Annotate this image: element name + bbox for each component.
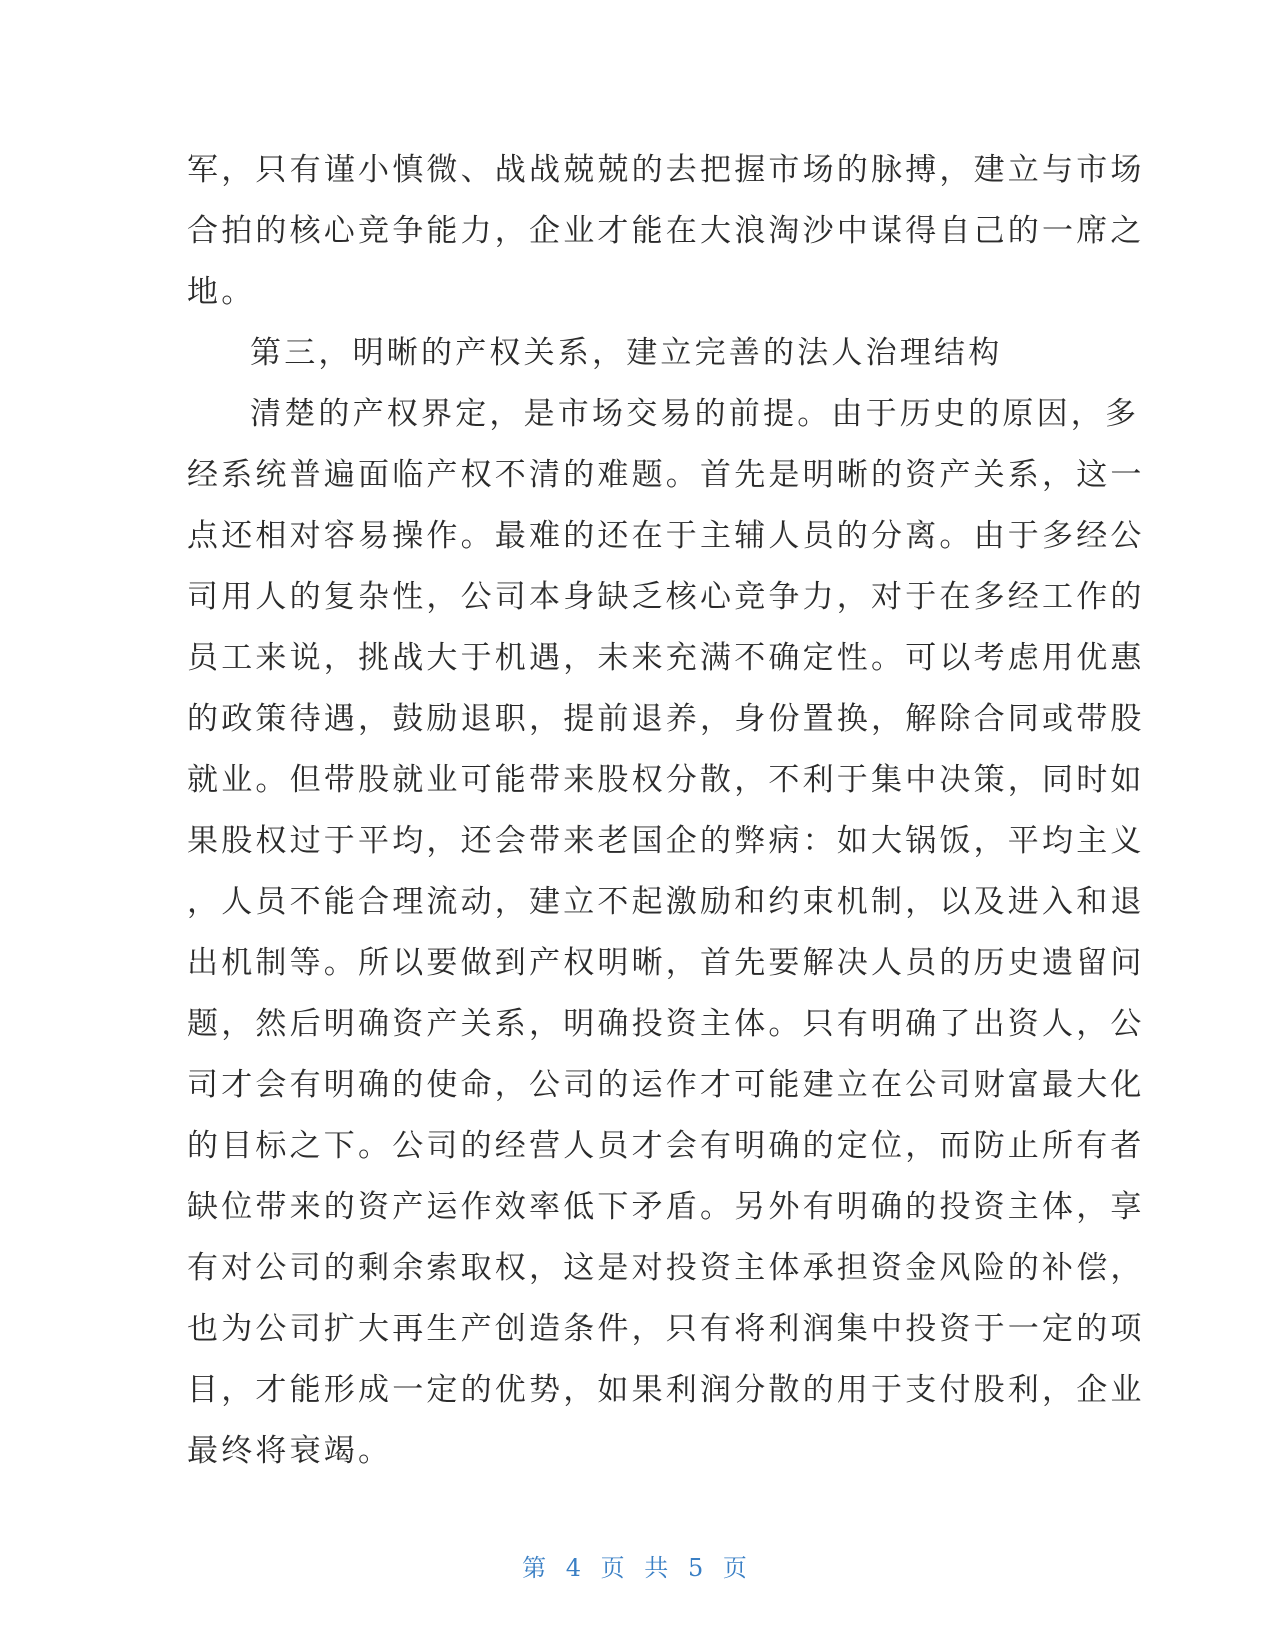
text-line-12: 果股权过于平均，还会带来老国企的弊病：如大锅饭，平均主义 xyxy=(187,823,1145,859)
page-number-label: 第 4 页 共 5 页 xyxy=(522,1554,753,1582)
section-heading: 第三，明晰的产权关系，建立完善的法人治理结构 xyxy=(250,335,1003,371)
text-line-15: 题，然后明确资产关系，明确投资主体。只有明确了出资人，公 xyxy=(187,1006,1145,1042)
text-line-6: 经系统普遍面临产权不清的难题。首先是明晰的资产关系，这一 xyxy=(187,457,1145,493)
text-line-9: 员工来说，挑战大于机遇，未来充满不确定性。可以考虑用优惠 xyxy=(187,640,1145,676)
text-line-20: 也为公司扩大再生产创造条件，只有将利润集中投资于一定的项 xyxy=(187,1311,1145,1347)
text-line-8: 司用人的复杂性，公司本身缺乏核心竞争力，对于在多经工作的 xyxy=(187,579,1145,615)
text-line-16: 司才会有明确的使命，公司的运作才可能建立在公司财富最大化 xyxy=(187,1067,1145,1103)
text-line-2: 合拍的核心竞争能力，企业才能在大浪淘沙中谋得自己的一席之 xyxy=(187,213,1145,249)
text-line-13: ，人员不能合理流动，建立不起激励和约束机制，以及进入和退 xyxy=(187,884,1145,920)
text-line-3: 地。 xyxy=(187,274,256,310)
text-line-18: 缺位带来的资产运作效率低下矛盾。另外有明确的投资主体，享 xyxy=(187,1189,1145,1225)
text-line-19: 有对公司的剩余索取权，这是对投资主体承担资金风险的补偿， xyxy=(187,1250,1145,1286)
text-line-1: 军，只有谨小慎微、战战兢兢的去把握市场的脉搏，建立与市场 xyxy=(187,152,1145,188)
text-line-21: 目，才能形成一定的优势，如果利润分散的用于支付股利，企业 xyxy=(187,1372,1145,1408)
text-line-5: 清楚的产权界定，是市场交易的前提。由于历史的原因，多 xyxy=(250,396,1140,432)
text-line-11: 就业。但带股就业可能带来股权分散，不利于集中决策，同时如 xyxy=(187,762,1145,798)
text-line-22: 最终将衰竭。 xyxy=(187,1433,393,1469)
page-footer xyxy=(0,1548,1275,1583)
text-line-14: 出机制等。所以要做到产权明晰，首先要解决人员的历史遗留问 xyxy=(187,945,1145,981)
text-line-10: 的政策待遇，鼓励退职，提前退养，身份置换，解除合同或带股 xyxy=(187,701,1145,737)
document-body xyxy=(187,140,1145,1482)
text-line-7: 点还相对容易操作。最难的还在于主辅人员的分离。由于多经公 xyxy=(187,518,1145,554)
text-line-17: 的目标之下。公司的经营人员才会有明确的定位，而防止所有者 xyxy=(187,1128,1145,1164)
